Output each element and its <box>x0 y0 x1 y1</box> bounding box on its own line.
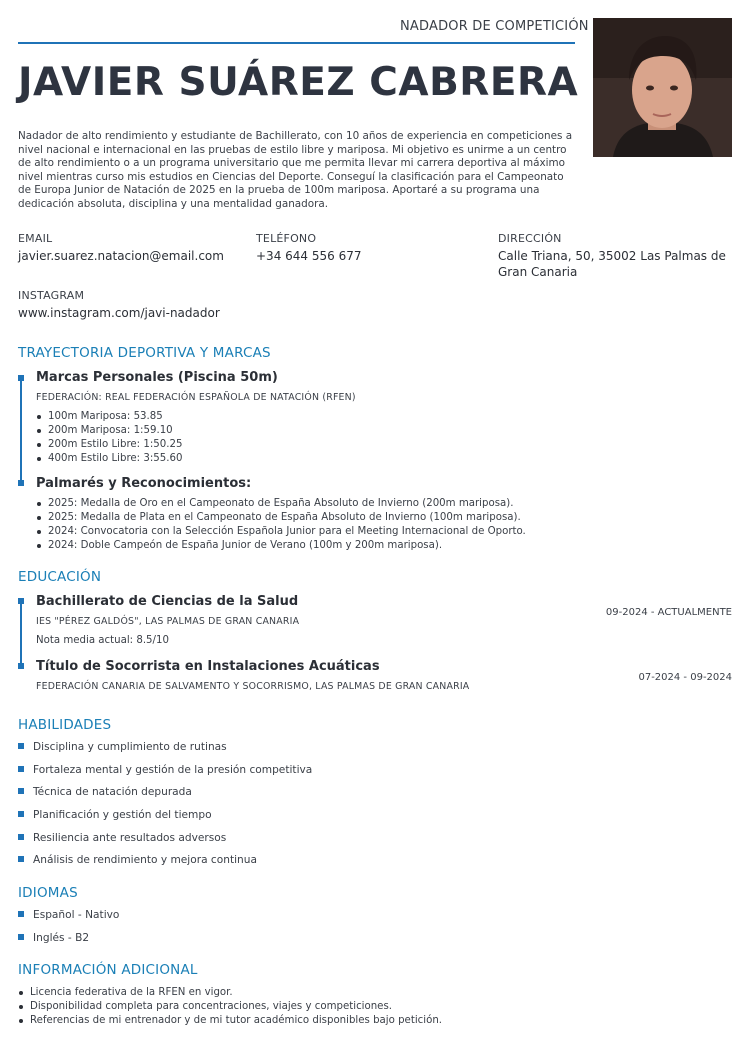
skill-label: Resiliencia ante resultados adversos <box>33 832 227 844</box>
education-title: Título de Socorrista en Instalaciones Acuáticas <box>36 659 380 674</box>
skill-label: Planificación y gestión del tiempo <box>33 809 212 821</box>
section-title-habilidades: HABILIDADES <box>18 717 112 733</box>
contact-address <box>498 232 733 280</box>
list-item <box>18 854 257 866</box>
section-title-trayectoria: TRAYECTORIA DEPORTIVA Y MARCAS <box>18 345 271 361</box>
list-item <box>18 809 212 821</box>
timeline-marker <box>18 480 24 486</box>
marcas-title: Marcas Personales (Piscina 50m) <box>36 370 278 385</box>
language-label: Español - Nativo <box>33 909 120 921</box>
contact-instagram <box>18 289 220 321</box>
address-value: Calle Triana, 50, 35002 Las Palmas de Gran Canaria <box>498 249 726 279</box>
instagram-label: INSTAGRAM <box>18 289 85 302</box>
candidate-name: JAVIER SUÁREZ CABRERA <box>18 60 579 105</box>
timeline-marker <box>18 663 24 669</box>
section-title-adicional: INFORMACIÓN ADICIONAL <box>18 962 198 978</box>
email-label: EMAIL <box>18 232 53 245</box>
education-title: Bachillerato de Ciencias de la Salud <box>36 594 299 609</box>
list-item <box>18 932 89 944</box>
square-bullet-icon <box>18 811 24 817</box>
instagram-value: www.instagram.com/javi-nadador <box>18 306 220 320</box>
square-bullet-icon <box>18 743 24 749</box>
marcas-federation: FEDERACIÓN: REAL FEDERACIÓN ESPAÑOLA DE NATACIÓN (RFEN) <box>36 392 356 403</box>
skill-label: Análisis de rendimiento y mejora continua <box>33 854 257 866</box>
square-bullet-icon <box>18 856 24 862</box>
phone-value: +34 644 556 677 <box>256 249 362 263</box>
square-bullet-icon <box>18 911 24 917</box>
list-item: 2024: Convocatoria con la Selección Española Junior para el Meeting Internacional de Oporto. <box>48 525 526 537</box>
language-label: Inglés - B2 <box>33 932 90 944</box>
skill-label: Fortaleza mental y gestión de la presión competitiva <box>33 764 313 776</box>
email-value: javier.suarez.natacion@email.com <box>18 249 224 263</box>
square-bullet-icon <box>18 834 24 840</box>
list-item <box>18 786 192 798</box>
list-item: Referencias de mi entrenador y de mi tutor académico disponibles bajo petición. <box>30 1014 443 1026</box>
timeline-marker <box>18 375 24 381</box>
list-item <box>18 741 227 753</box>
education-grade: Nota media actual: 8.5/10 <box>36 635 169 646</box>
section-title-idiomas: IDIOMAS <box>18 885 78 901</box>
list-item: 200m Estilo Libre: 1:50.25 <box>48 438 183 450</box>
education-school: IES "PÉREZ GALDÓS", LAS PALMAS DE GRAN CANARIA <box>36 616 300 627</box>
education-date: 07-2024 - 09-2024 <box>638 672 732 683</box>
skill-label: Técnica de natación depurada <box>33 786 192 798</box>
square-bullet-icon <box>18 766 24 772</box>
list-item: 400m Estilo Libre: 3:55.60 <box>48 452 183 464</box>
section-title-educacion: EDUCACIÓN <box>18 569 102 585</box>
additional-info-list <box>14 986 442 1028</box>
marcas-list <box>32 410 182 466</box>
profile-summary: Nadador de alto rendimiento y estudiante de Bachillerato, con 10 años de experiencia en competiciones a nivel nacional e internacional en las pruebas de estilo libre y mariposa. Mi objetivo es unirme a un centro de alto rendimiento o a un programa universitario que me permita llevar mi carrera deportiva al máximo nivel mientras curso mis estudios en Ciencias del Deporte. Conseguí la clasificación para el Campeonato de Europa Junior de Natación de 2025 en la prueba de 100m mariposa. Aportaré a su programa una dedicación absoluta, disciplina y una mentalidad ganadora. <box>18 130 573 210</box>
address-label: DIRECCIÓN <box>498 232 562 245</box>
job-title: NADADOR DE COMPETICIÓN <box>400 19 589 34</box>
education-school: FEDERACIÓN CANARIA DE SALVAMENTO Y SOCORRISMO, LAS PALMAS DE GRAN CANARIA <box>36 681 470 692</box>
list-item <box>18 909 119 921</box>
list-item: 2024: Doble Campeón de España Junior de Verano (100m y 200m mariposa). <box>48 539 526 553</box>
education-date: 09-2024 - ACTUALMENTE <box>605 607 732 618</box>
skill-label: Disciplina y cumplimiento de rutinas <box>33 741 227 753</box>
header-divider <box>18 42 575 44</box>
contact-phone <box>256 232 361 264</box>
phone-label: TELÉFONO <box>256 232 317 245</box>
timeline-marker <box>18 598 24 604</box>
list-item: Licencia federativa de la RFEN en vigor. <box>30 986 442 1000</box>
contact-email <box>18 232 224 264</box>
profile-photo <box>593 18 732 157</box>
timeline-line <box>20 600 22 666</box>
list-item: 2025: Medalla de Plata en el Campeonato de España Absoluto de Invierno (100m mariposa). <box>48 511 526 525</box>
palmares-list <box>32 497 526 553</box>
square-bullet-icon <box>18 788 24 794</box>
list-item <box>18 832 226 844</box>
square-bullet-icon <box>18 934 24 940</box>
list-item: Disponibilidad completa para concentraciones, viajes y competiciones. <box>30 1000 442 1014</box>
list-item <box>18 764 312 776</box>
list-item: 2025: Medalla de Oro en el Campeonato de España Absoluto de Invierno (200m mariposa). <box>48 497 526 511</box>
list-item: 100m Mariposa: 53.85 <box>48 410 182 424</box>
list-item: 200m Mariposa: 1:59.10 <box>48 424 182 438</box>
palmares-title: Palmarés y Reconocimientos: <box>36 476 252 491</box>
timeline-line <box>20 377 22 483</box>
